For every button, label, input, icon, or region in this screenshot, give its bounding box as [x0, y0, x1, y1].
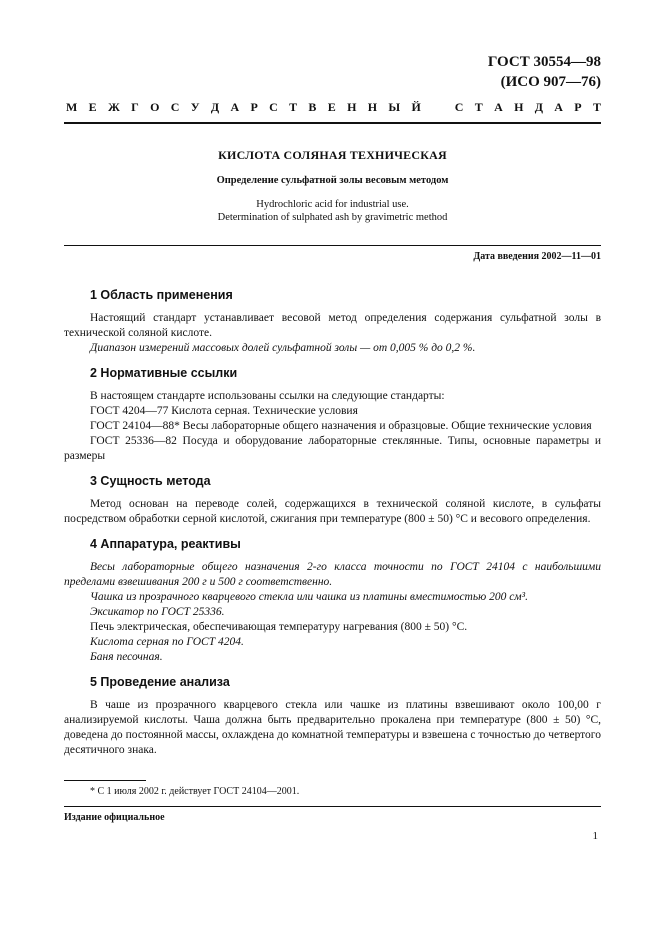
english-title-line-1: Hydrochloric acid for industrial use. — [256, 199, 409, 210]
banner-letter: Н — [514, 100, 524, 114]
paragraph: В настоящем стандарте использованы ссылки на следующие стандарты: — [90, 390, 445, 402]
footnote: * С 1 июля 2002 г. действует ГОСТ 24104—2001. — [90, 786, 300, 797]
banner-letter: Й — [411, 100, 421, 114]
paragraph: Эксикатор по ГОСТ 25336. — [90, 606, 225, 618]
banner-letter: Т — [289, 100, 298, 114]
english-title — [64, 198, 601, 224]
banner-letter: А — [230, 100, 240, 114]
paragraph: ГОСТ 25336—82 Посуда и оборудование лабораторные стеклянные. Типы, основные параметры и размеры — [64, 435, 601, 462]
banner-letter: Д — [534, 100, 543, 114]
paragraph: Настоящий стандарт устанавливает весовой метод определения содержания сульфатной золы в технической соляной кислоте. — [64, 312, 601, 339]
section-heading: 4 Аппаратура, реактивы — [90, 537, 241, 551]
banner-letter: М — [66, 100, 78, 114]
banner-rule — [64, 122, 601, 124]
section — [64, 675, 601, 758]
banner-letter: А — [554, 100, 563, 114]
paragraph: В чаше из прозрачного кварцевого стекла или чашке из платины взвешивают около 100,00 г анализируемой кислоты. Чаша должна быть предварительно прокалена при температуре (800 ± 50) °С, доведена до постоянной массы, охлаждена до комнатной температуры и взвешена с точностью до четвертого десятичного знака. — [64, 699, 601, 756]
banner-letter: Г — [131, 100, 139, 114]
banner-letter: Ж — [107, 100, 120, 114]
section — [64, 474, 601, 527]
footnote-rule — [64, 780, 146, 781]
banner-letter: Е — [327, 100, 336, 114]
section-heading: 3 Сущность метода — [90, 474, 211, 488]
paragraph: Баня песочная. — [90, 651, 163, 663]
banner-letter: Д — [210, 100, 220, 114]
banner-letter: Ы — [388, 100, 401, 114]
paragraph: Печь электрическая, обеспечивающая температуру нагревания (800 ± 50) °С. — [90, 621, 468, 633]
banner-letter: С — [454, 100, 464, 114]
banner-letter: В — [308, 100, 317, 114]
section — [64, 288, 601, 356]
paragraph: Чашка из прозрачного кварцевого стекла или чашка из платины вместимостью 200 см³. — [90, 591, 528, 603]
section-heading: 1 Область применения — [90, 288, 233, 302]
english-title-line-2: Determination of sulphated ash by gravimetric method — [217, 212, 448, 223]
section-heading: 2 Нормативные ссылки — [90, 366, 238, 380]
edition-label: Издание официальное — [64, 812, 165, 823]
section-heading: 5 Проведение анализа — [90, 675, 230, 689]
banner-letter: О — [150, 100, 160, 114]
section — [64, 537, 601, 665]
paragraph: ГОСТ 24104—88* Весы лабораторные общего назначения и образцовые. Общие технические условия — [90, 420, 592, 432]
standard-code-gost: ГОСТ 30554—98 — [487, 54, 601, 70]
banner-letter: Н — [367, 100, 378, 114]
banner-letter: Т — [474, 100, 483, 114]
document-title: КИСЛОТА СОЛЯНАЯ ТЕХНИЧЕСКАЯ — [218, 148, 447, 162]
banner-letter: Н — [347, 100, 357, 114]
introduction-date: Дата введения 2002—11—01 — [473, 251, 601, 262]
title-block — [64, 148, 601, 224]
banner-letter: С — [170, 100, 180, 114]
title-rule — [64, 245, 601, 246]
banner-letter: Е — [88, 100, 97, 114]
banner-letter: Р — [574, 100, 582, 114]
interstate-standard-banner — [66, 100, 601, 115]
section — [64, 366, 601, 464]
paragraph: Весы лабораторные общего назначения 2-го класса точности по ГОСТ 24104 с наибольшими пределами взвешивания 200 г и 500 г соответственно. — [64, 561, 601, 588]
banner-letter: У — [190, 100, 200, 114]
document-subtitle: Определение сульфатной золы весовым методом — [216, 175, 449, 186]
banner-letter: Р — [250, 100, 258, 114]
standard-code — [488, 52, 601, 92]
edition-rule — [64, 806, 601, 807]
paragraph: Метод основан на переводе солей, содержащихся в технической соляной кислоте, в сульфаты посредством обработки серной кислотой, сжигания при температуре (800 ± 50) °С и весового определения. — [64, 498, 601, 525]
banner-letter: А — [494, 100, 503, 114]
paragraph: ГОСТ 4204—77 Кислота серная. Технические условия — [90, 405, 358, 417]
banner-letter: С — [269, 100, 278, 114]
banner-letter: Т — [592, 100, 601, 114]
document-body — [64, 284, 601, 768]
paragraph: Кислота серная по ГОСТ 4204. — [90, 636, 244, 648]
standard-code-iso: (ИСО 907—76) — [500, 74, 601, 90]
page-number: 1 — [592, 830, 598, 842]
paragraph: Диапазон измерений массовых долей сульфатной золы — от 0,005 % до 0,2 %. — [90, 342, 476, 354]
